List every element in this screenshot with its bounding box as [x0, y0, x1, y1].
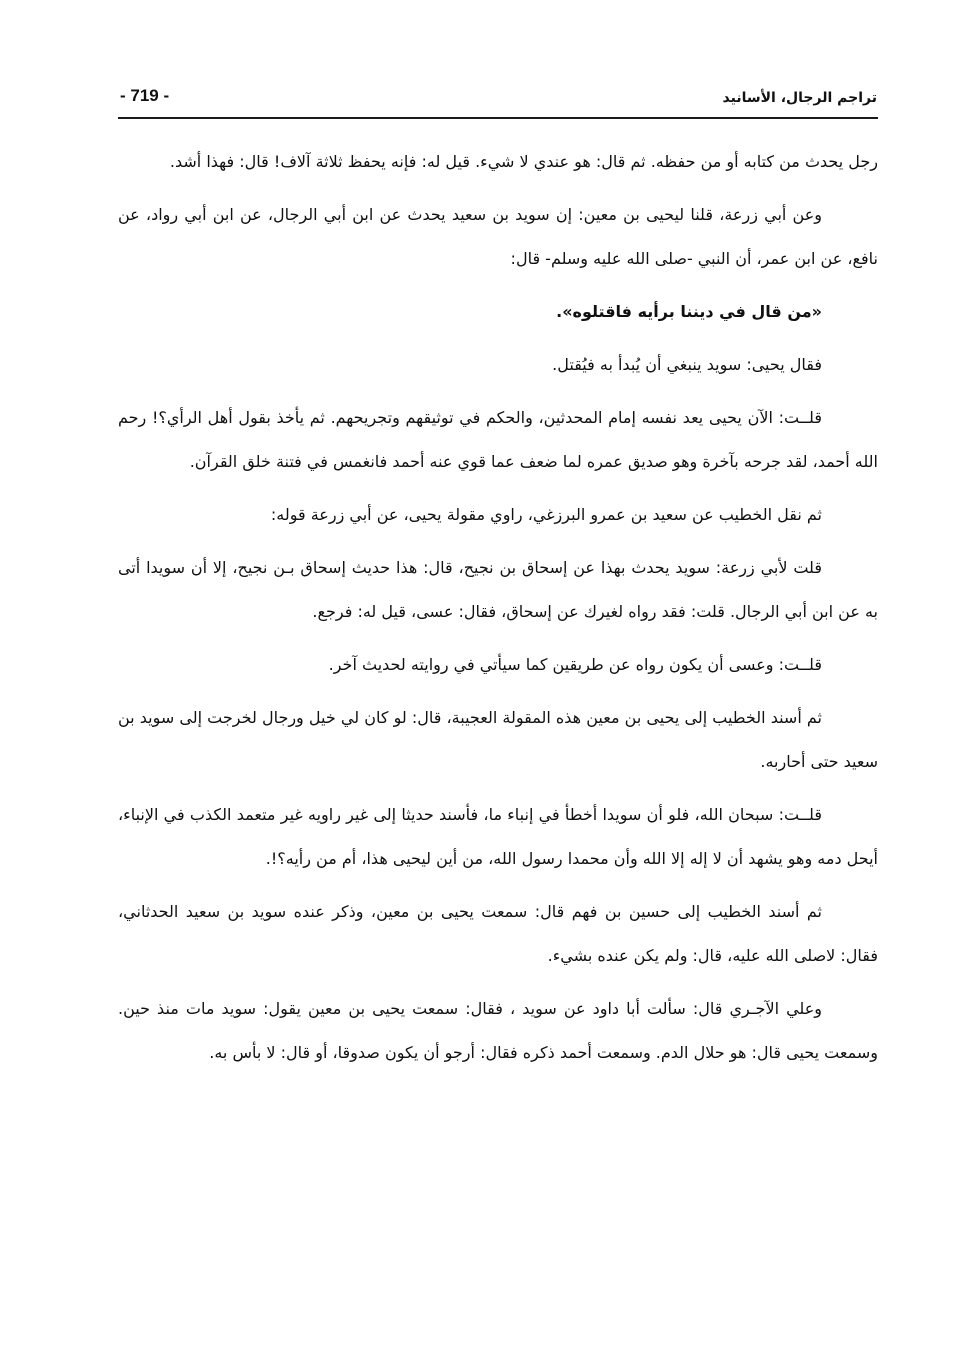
paragraph: فقال يحيى: سويد ينبغي أن يُبدأ به فيُقتل.: [552, 355, 822, 374]
paragraph: وعن أبي زرعة، قلنا ليحيى بن معين: إن سويد بن سعيد يحدث عن ابن أبي الرجال، عن ابن أبي رواد، عن نافع، عن ابن عمر، أن النبي -صلى الله عليه وسلم- قال:: [118, 205, 878, 268]
paragraph: قلــت: الآن يحيى يعد نفسه إمام المحدثين، والحكم في توثيقهم وتجريحهم. ثم يأخذ بقول أهل الرأي؟! رحم الله أحمد، لقد جرحه بآخرة وهو صديق عمره لما ضعف عما قوي عنه أحمد فانغمس في فتنة خلق القرآن.: [118, 408, 878, 471]
paragraph: وعلي الآجـري قال: سألت أبا داود عن سويد ، فقال: سمعت يحيى بن معين يقول: سويد مات منذ حين. وسمعت يحيى قال: هو حلال الدم. وسمعت أحمد ذكره فقال: أرجو أن يكون صدوقا، أو قال: لا بأس به.: [118, 999, 878, 1062]
running-header: [120, 84, 877, 114]
hadith-quote: «من قال في ديننا برأيه فاقتلوه».: [556, 302, 822, 321]
paragraph: قلــت: سبحان الله، فلو أن سويدا أخطأ في إنباء ما، فأسند حديثا إلى غير راويه غير متعمد الكذب في الإنباء، أيحل دمه وهو يشهد أن لا إله إلا الله وأن محمدا رسول الله، من أين ليحيى هذا، أم من رأيه؟!.: [118, 805, 878, 868]
paragraph: قلت لأبي زرعة: سويد يحدث بهذا عن إسحاق بن نجيح، قال: هذا حديث إسحاق بـن نجيح، إلا أن سويدا أتى به عن ابن أبي الرجال. قلت: فقد رواه لغيرك عن إسحاق، فقال: عسى، قيل له: فرجع.: [118, 558, 878, 621]
body-text: [118, 140, 878, 1084]
page-number: - 719 -: [120, 86, 170, 105]
header-divider: [118, 117, 878, 119]
paragraph: ثم نقل الخطيب عن سعيد بن عمرو البرزغي، راوي مقولة يحيى، عن أبي زرعة قوله:: [270, 505, 822, 524]
header-title: تراجم الرجال، الأسانيد: [722, 90, 877, 106]
paragraph: ثم أسند الخطيب إلى يحيى بن معين هذه المقولة العجيبة، قال: لو كان لي خيل ورجال لخرجت إلى سويد بن سعيد حتى أحاربه.: [118, 708, 878, 771]
paragraph: رجل يحدث من كتابه أو من حفظه. ثم قال: هو عندي لا شيء. قيل له: فإنه يحفظ ثلاثة آلاف! قال: فهذا أشد.: [169, 152, 878, 171]
paragraph: قلــت: وعسى أن يكون رواه عن طريقين كما سيأتي في روايته لحديث آخر.: [328, 655, 822, 674]
paragraph: ثم أسند الخطيب إلى حسين بن فهم قال: سمعت يحيى بن معين، وذكر عنده سويد بن سعيد الحدثاني، فقال: لاصلى الله عليه، قال: ولم يكن عنده بشيء.: [118, 902, 878, 965]
